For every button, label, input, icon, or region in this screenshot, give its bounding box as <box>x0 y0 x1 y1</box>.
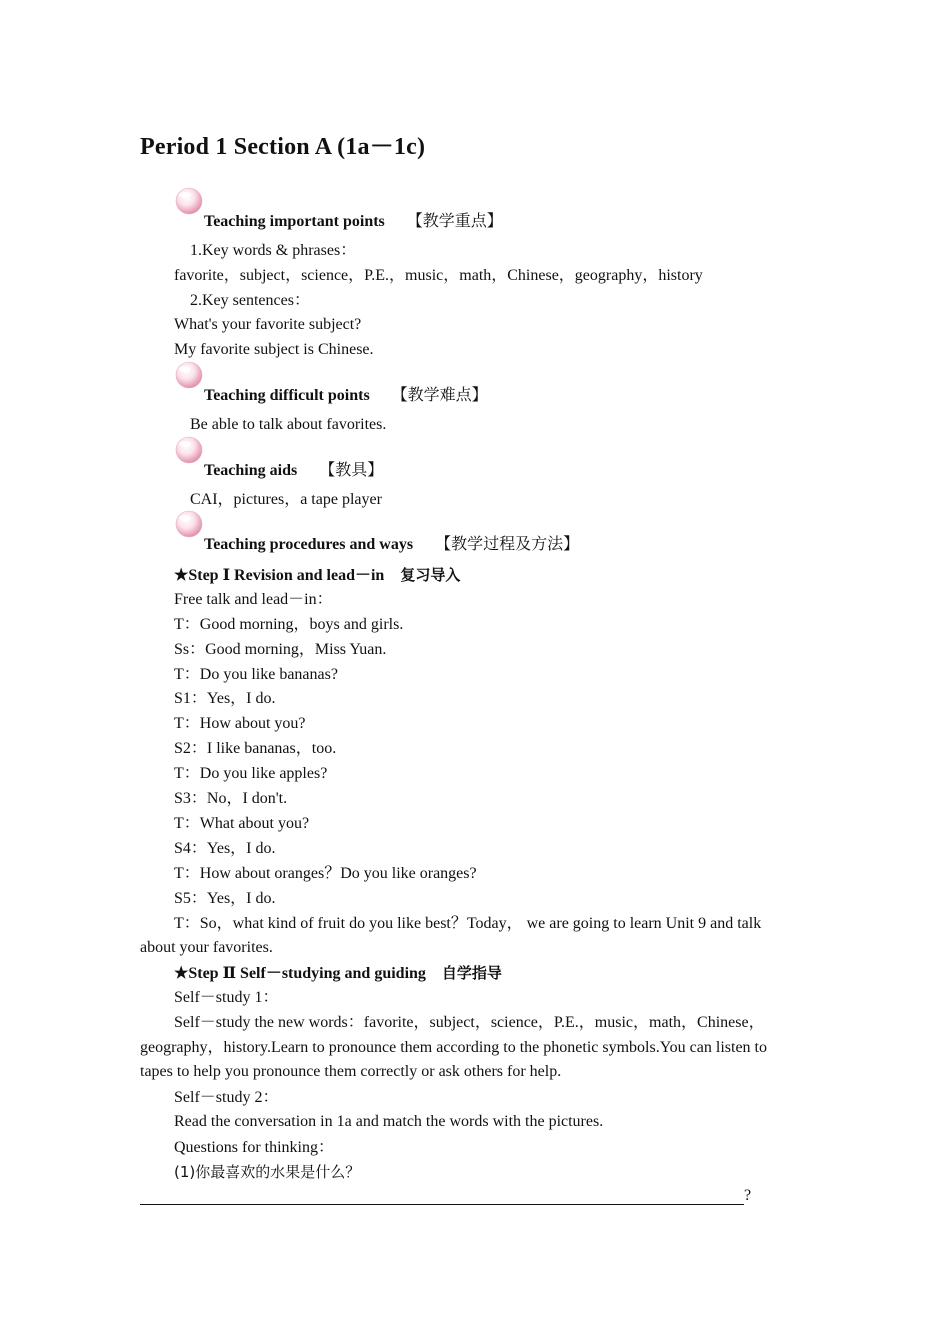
pearl-bullet-icon <box>174 186 204 216</box>
text-line: Self－study 2： <box>174 1089 279 1106</box>
step-heading <box>174 565 460 586</box>
text-line: CAI，pictures，a tape player <box>190 491 382 508</box>
dialogue-line: T：How about you? <box>174 715 306 732</box>
text-line: What's your favorite subject? <box>174 316 362 333</box>
text-line: T：So，what kind of fruit do you like best？Today， we are going to learn Unit 9 and talk <box>174 915 762 932</box>
section-label-cn: 【教学过程及方法】 <box>435 536 580 553</box>
dialogue-line: S4：Yes，I do. <box>174 840 276 857</box>
text-line: Self－study 1： <box>174 989 279 1006</box>
text-line: Be able to talk about favorites. <box>190 416 387 433</box>
pearl-bullet-icon <box>174 509 204 539</box>
dialogue-line: T：Do you like apples? <box>174 765 328 782</box>
section-label: Teaching difficult points <box>204 387 370 404</box>
dialogue-line: Ss：Good morning，Miss Yuan. <box>174 641 387 658</box>
section-label-cn: 【教学重点】 <box>406 213 503 230</box>
page-title: Period 1 Section A (1a－1c) <box>140 134 426 160</box>
text-line: Questions for thinking： <box>174 1139 334 1156</box>
text-line: Free talk and lead－in： <box>174 591 333 608</box>
section-label: Teaching aids <box>204 462 298 479</box>
text-line: favorite，subject，science，P.E.，music，math，Chinese，geography，history <box>174 267 703 284</box>
section-label-cn: 【教具】 <box>319 462 384 479</box>
step-title: ★Step Ⅰ Revision and lead－in <box>174 567 385 584</box>
pearl-bullet-icon <box>174 435 204 465</box>
step-title-cn: 复习导入 <box>400 566 461 584</box>
text-line: 2.Key sentences： <box>190 292 310 309</box>
section-label-cn: 【教学难点】 <box>391 387 488 404</box>
question-line: (1)你最喜欢的水果是什么？ <box>174 1163 361 1181</box>
dialogue-line: T：What about you? <box>174 815 310 832</box>
text-line: 1.Key words & phrases： <box>190 242 357 259</box>
dialogue-line: S1：Yes，I do. <box>174 690 276 707</box>
section-label: Teaching procedures and ways <box>204 536 414 553</box>
step-title-cn: 自学指导 <box>441 964 502 982</box>
text-line: Self－study the new words：favorite，subject，science，P.E.，music，math，Chinese， <box>174 1014 765 1031</box>
text-line: about your favorites. <box>140 939 273 956</box>
text-line: geography，history.Learn to pronounce them according to the phonetic symbols.You can listen to <box>140 1039 767 1056</box>
dialogue-line: T：Good morning，boys and girls. <box>174 616 404 633</box>
dialogue-line: T：Do you like bananas? <box>174 666 338 683</box>
dialogue-line: T：How about oranges？Do you like oranges? <box>174 865 477 882</box>
text-line: My favorite subject is Chinese. <box>174 341 374 358</box>
dialogue-line: S5：Yes，I do. <box>174 890 276 907</box>
pearl-bullet-icon <box>174 360 204 390</box>
step-title: ★Step Ⅱ Self－studying and guiding <box>174 965 426 982</box>
text-line: Read the conversation in 1a and match the words with the pictures. <box>174 1113 604 1130</box>
dialogue-line: S3：No，I don't. <box>174 790 288 807</box>
step-heading <box>174 963 502 984</box>
answer-blank-line <box>140 1204 744 1205</box>
section-label: Teaching important points <box>204 213 385 230</box>
answer-end-mark: ? <box>744 1187 752 1204</box>
text-line: tapes to help you pronounce them correctly or ask others for help. <box>140 1063 562 1080</box>
dialogue-line: S2：I like bananas，too. <box>174 740 337 757</box>
